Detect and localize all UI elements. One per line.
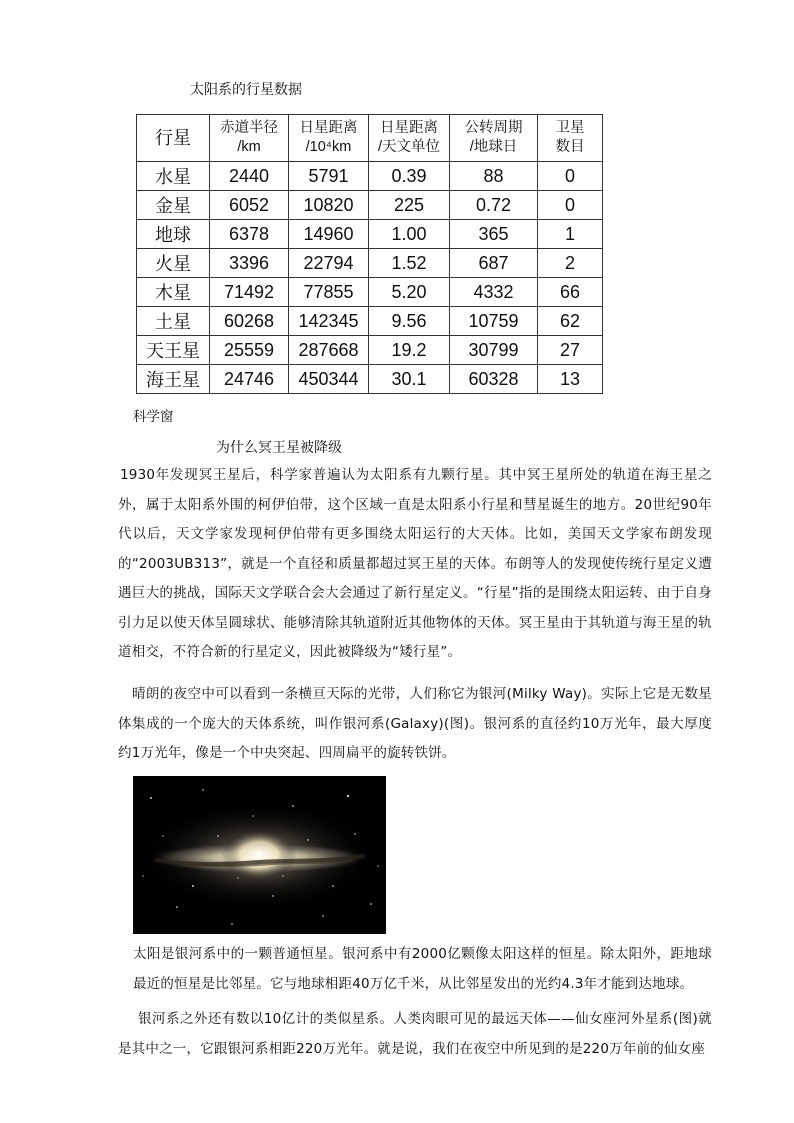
cell-planet-name: 水星 — [137, 162, 210, 191]
cell-sun-distance-au: 0.39 — [369, 162, 450, 191]
cell-sun-distance-km: 142345 — [289, 307, 369, 336]
paragraph-milky-way: 晴朗的夜空中可以看到一条横亘天际的光带，人们称它为银河(Milky Way)。实际上它是无数星体集成的一个庞大的天体系统，叫作银河系(Galaxy)(图)。银河系的直径约10万光年，最大厚度约1万光年，像是一个中央突起、四周扁平的旋转铁饼。 — [118, 686, 712, 761]
cell-planet-name: 地球 — [137, 220, 210, 249]
cell-sun-distance-km: 14960 — [289, 220, 369, 249]
paragraph-sun: 太阳是银河系中的一颗普通恒星。银河系中有2000亿颗像太阳这样的恒星。除太阳外，距地球最近的恒星是比邻星。它与地球相距40万亿千米，从比邻星发出的光约4.3年才能到达地球。 — [133, 946, 712, 992]
cell-orbital-period: 4332 — [450, 278, 538, 307]
table-row — [137, 336, 603, 365]
cell-sun-distance-au: 9.56 — [369, 307, 450, 336]
cell-sun-distance-au: 1.00 — [369, 220, 450, 249]
cell-sun-distance-au: 5.20 — [369, 278, 450, 307]
header-equatorial-radius: 赤道半径 /km — [210, 115, 289, 162]
cell-equatorial-radius: 6378 — [210, 220, 289, 249]
header-sun-distance-km: 日星距离 /10⁴km — [289, 115, 369, 162]
cell-planet-name: 天王星 — [137, 336, 210, 365]
cell-equatorial-radius: 2440 — [210, 162, 289, 191]
cell-sun-distance-km: 77855 — [289, 278, 369, 307]
cell-equatorial-radius: 6052 — [210, 191, 289, 220]
cell-satellite-count: 0 — [538, 191, 603, 220]
header-planet: 行星 — [137, 115, 210, 162]
cell-sun-distance-au: 19.2 — [369, 336, 450, 365]
galaxy-image — [133, 776, 386, 934]
cell-satellite-count: 1 — [538, 220, 603, 249]
cell-orbital-period: 88 — [450, 162, 538, 191]
section-label: 科学窗 — [133, 409, 174, 425]
header-orbital-period: 公转周期 /地球日 — [450, 115, 538, 162]
header-sun-distance-au: 日星距离 /天文单位 — [369, 115, 450, 162]
cell-orbital-period: 30799 — [450, 336, 538, 365]
cell-orbital-period: 0.72 — [450, 191, 538, 220]
cell-orbital-period: 60328 — [450, 365, 538, 394]
galaxy-illustration — [133, 776, 386, 934]
planet-data-table — [136, 114, 603, 394]
cell-planet-name: 海王星 — [137, 365, 210, 394]
cell-equatorial-radius: 3396 — [210, 249, 289, 278]
header-satellite-count: 卫星 数目 — [538, 115, 603, 162]
paragraph-pluto: 1930年发现冥王星后，科学家普遍认为太阳系有九颗行星。其中冥王星所处的轨道在海王星之外，属于太阳系外围的柯伊伯带，这个区域一直是太阳系小行星和彗星诞生的地方。20世纪90年代以后，天文学家发现柯伊伯带有更多围绕太阳运行的大天体。比如，美国天文学家布朗发现的“2003UB313”，就是一个直径和质量都超过冥王星的天体。布朗等人的发现使传统行星定义遭遇巨大的挑战，国际天文学联合会大会通过了新行星定义。“行星”指的是围绕太阳运转、由于自身引力足以使天体呈圆球状、能够清除其轨道附近其他物体的天体。冥王星由于其轨道与海王星的轨道相交，不符合新的行星定义，因此被降级为“矮行星”。 — [118, 467, 712, 660]
table-row — [137, 162, 603, 191]
cell-planet-name: 金星 — [137, 191, 210, 220]
table-row — [137, 278, 603, 307]
cell-sun-distance-au: 1.52 — [369, 249, 450, 278]
cell-equatorial-radius: 71492 — [210, 278, 289, 307]
cell-satellite-count: 66 — [538, 278, 603, 307]
table-row — [137, 191, 603, 220]
cell-orbital-period: 687 — [450, 249, 538, 278]
cell-satellite-count: 2 — [538, 249, 603, 278]
cell-orbital-period: 365 — [450, 220, 538, 249]
cell-satellite-count: 13 — [538, 365, 603, 394]
cell-satellite-count: 62 — [538, 307, 603, 336]
article-title: 为什么冥王星被降级 — [216, 440, 342, 456]
cell-satellite-count: 0 — [538, 162, 603, 191]
table-header-row — [137, 115, 603, 162]
cell-sun-distance-km: 10820 — [289, 191, 369, 220]
cell-sun-distance-au: 30.1 — [369, 365, 450, 394]
cell-sun-distance-km: 5791 — [289, 162, 369, 191]
table-row — [137, 365, 603, 394]
cell-planet-name: 火星 — [137, 249, 210, 278]
cell-equatorial-radius: 24746 — [210, 365, 289, 394]
cell-satellite-count: 27 — [538, 336, 603, 365]
cell-equatorial-radius: 60268 — [210, 307, 289, 336]
paragraph-andromeda: 银河系之外还有数以10亿计的类似星系。人类肉眼可见的最远天体——仙女座河外星系(图)就是其中之一，它跟银河系相距220万光年。就是说，我们在夜空中所见到的是220万年前的仙女座 — [118, 1011, 712, 1057]
cell-planet-name: 木星 — [137, 278, 210, 307]
cell-planet-name: 土星 — [137, 307, 210, 336]
table-row — [137, 307, 603, 336]
cell-equatorial-radius: 25559 — [210, 336, 289, 365]
table-row — [137, 249, 603, 278]
cell-sun-distance-km: 287668 — [289, 336, 369, 365]
cell-sun-distance-au: 225 — [369, 191, 450, 220]
cell-sun-distance-km: 22794 — [289, 249, 369, 278]
cell-sun-distance-km: 450344 — [289, 365, 369, 394]
table-row — [137, 220, 603, 249]
table-caption: 太阳系的行星数据 — [190, 82, 302, 98]
cell-orbital-period: 10759 — [450, 307, 538, 336]
